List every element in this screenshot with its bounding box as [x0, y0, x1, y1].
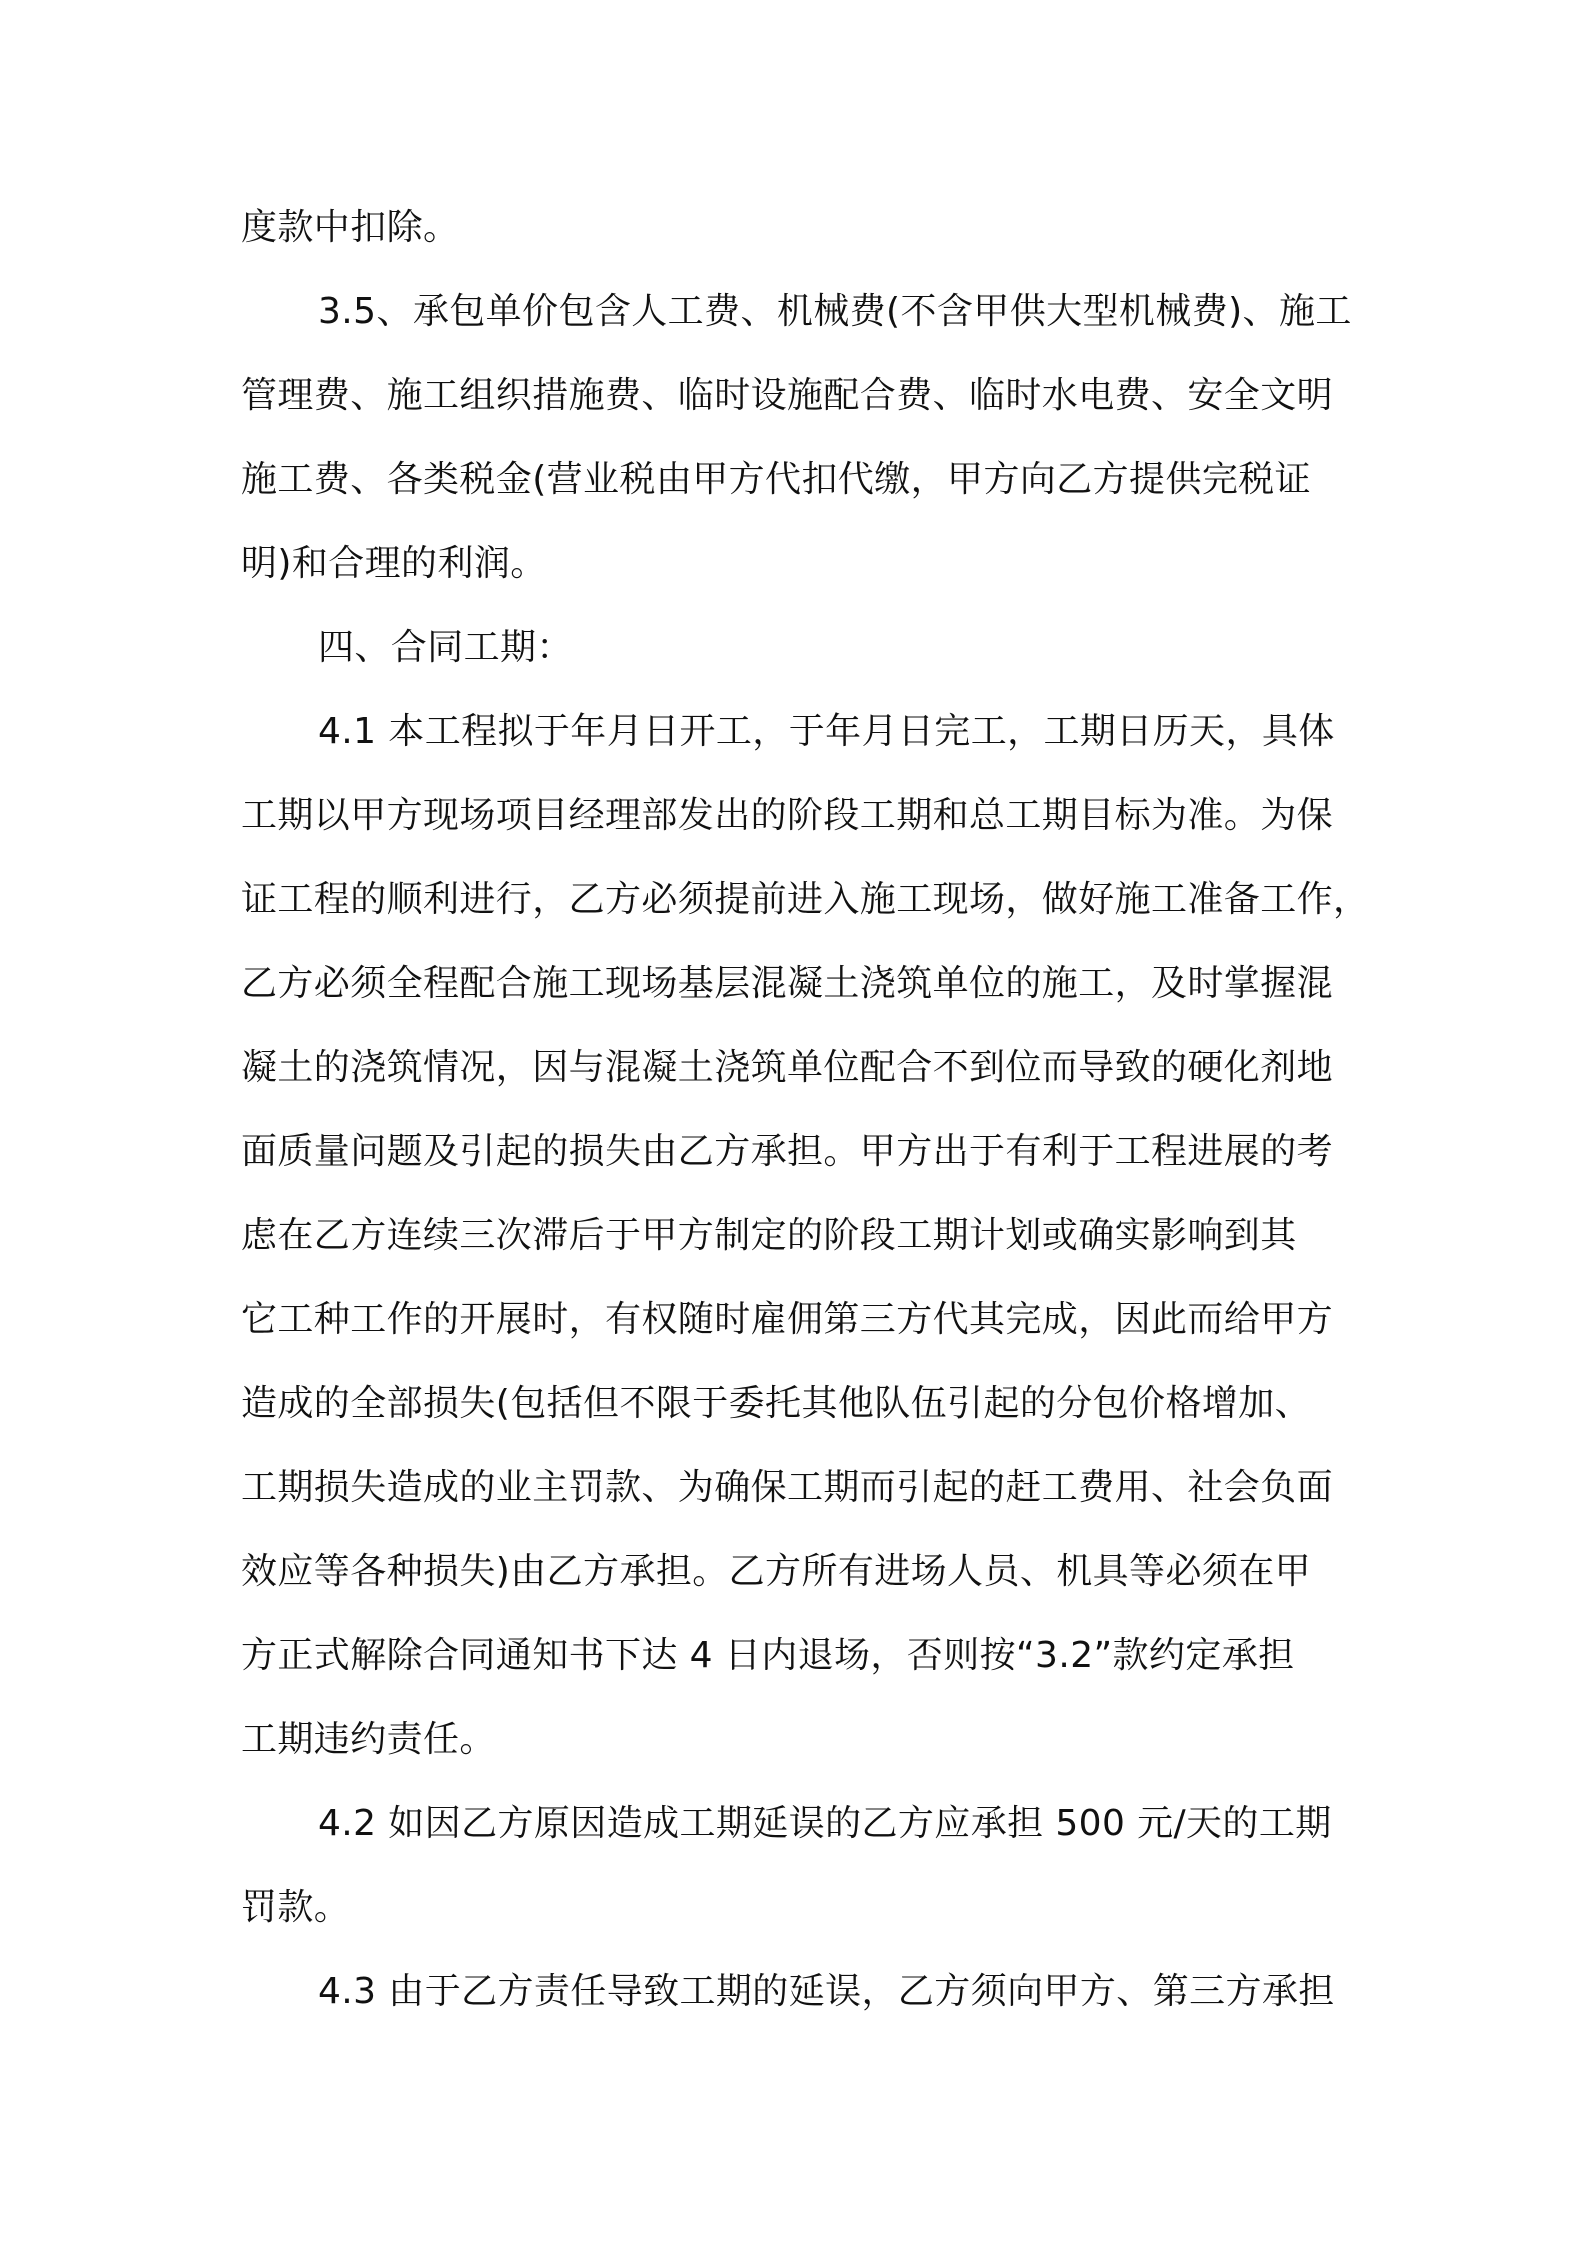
text-line: 管理费、施工组织措施费、临时设施配合费、临时水电费、安全文明: [241, 375, 1334, 416]
clause-4-1-line: 4.1 本工程拟于年月日开工，于年月日完工，工期日历天，具体: [318, 711, 1335, 752]
clause-4-2-line: 4.2 如因乙方原因造成工期延误的乙方应承担 500 元/天的工期: [318, 1803, 1332, 1844]
text-line: 造成的全部损失(包括但不限于委托其他队伍引起的分包价格增加、: [241, 1383, 1312, 1424]
text-line: 它工种工作的开展时，有权随时雇佣第三方代其完成，因此而给甲方: [241, 1299, 1334, 1340]
text-line: 乙方必须全程配合施工现场基层混凝土浇筑单位的施工，及时掌握混: [241, 963, 1334, 1004]
text-line: 工期以甲方现场项目经理部发出的阶段工期和总工期目标为准。为保: [241, 795, 1334, 836]
section-heading-contract-period: 四、合同工期：: [318, 627, 573, 668]
text-line: 工期违约责任。: [241, 1719, 496, 1760]
text-line: 凝土的浇筑情况，因与混凝土浇筑单位配合不到位而导致的硬化剂地: [241, 1047, 1334, 1088]
text-line: 面质量问题及引起的损失由乙方承担。甲方出于有利于工程进展的考: [241, 1131, 1334, 1172]
text-line: 虑在乙方连续三次滞后于甲方制定的阶段工期计划或确实影响到其: [241, 1215, 1297, 1256]
clause-3-5-line: 3.5、承包单价包含人工费、机械费(不含甲供大型机械费)、施工: [318, 291, 1352, 332]
text-line: 明)和合理的利润。: [241, 543, 547, 584]
clause-4-3-line: 4.3 由于乙方责任导致工期的延误，乙方须向甲方、第三方承担: [318, 1971, 1335, 2012]
text-line: 罚款。: [241, 1887, 351, 1928]
text-line: 工期损失造成的业主罚款、为确保工期而引起的赶工费用、社会负面: [241, 1467, 1334, 1508]
text-line: 施工费、各类税金(营业税由甲方代扣代缴，甲方向乙方提供完税证: [241, 459, 1312, 500]
text-line: 方正式解除合同通知书下达 4 日内退场，否则按“3.2”款约定承担: [241, 1635, 1295, 1676]
text-line: 效应等各种损失)由乙方承担。乙方所有进场人员、机具等必须在甲: [241, 1551, 1312, 1592]
text-line: 度款中扣除。: [241, 207, 460, 248]
text-line: 证工程的顺利进行，乙方必须提前进入施工现场，做好施工准备工作，: [241, 879, 1370, 920]
